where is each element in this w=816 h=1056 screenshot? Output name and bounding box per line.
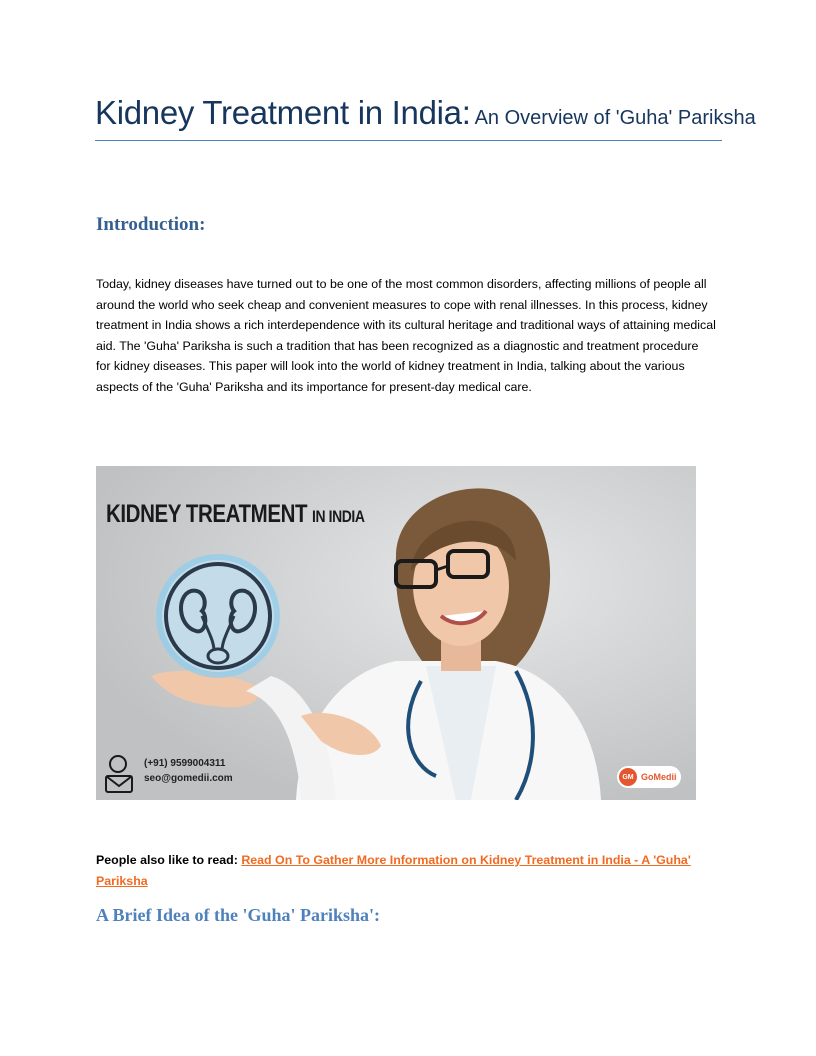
hero-title-big: KIDNEY TREATMENT [106, 500, 308, 528]
also-read-label: People also like to read: [96, 853, 238, 867]
gomedii-logo-text: GoMedii [641, 772, 677, 782]
hero-contact [106, 756, 233, 786]
gomedii-logo-mark: GM [619, 768, 637, 786]
hero-title [106, 500, 365, 529]
also-read-link[interactable]: Read On To Gather More Information on Kidney Treatment in India - A 'Guha' Pariksha [96, 853, 691, 888]
hero-phone: (+91) 9599004311 [144, 758, 226, 769]
title-subtitle: An Overview of 'Guha' Pariksha [474, 107, 756, 129]
introduction-paragraph: Today, kidney diseases have turned out to be one of the most common disorders, affecting millions of people all around the world who seek cheap and convenient measures to cope with renal illnesses. In this process, kidney treatment in India shows a rich interdependence with its cultural heritage and traditional ways of attaining medical aid. The 'Guha' Pariksha is such a tradition that has been recognized as a diagnostic and treatment procedure for kidney diseases. This paper will look into the world of kidney treatment in India, talking about the various aspects of the 'Guha' Pariksha and its importance for present-day medical care. [96, 277, 716, 394]
document-title [95, 94, 756, 141]
hero-title-small: IN INDIA [312, 507, 365, 526]
title-main: Kidney Treatment in India: [95, 94, 471, 131]
gomedii-logo [617, 766, 681, 788]
brief-idea-heading: A Brief Idea of the 'Guha' Pariksha': [96, 905, 381, 925]
hero-email: seo@gomedii.com [144, 773, 233, 784]
introduction-heading: Introduction: [96, 214, 206, 235]
also-read [96, 850, 726, 892]
hero-image [96, 466, 696, 800]
